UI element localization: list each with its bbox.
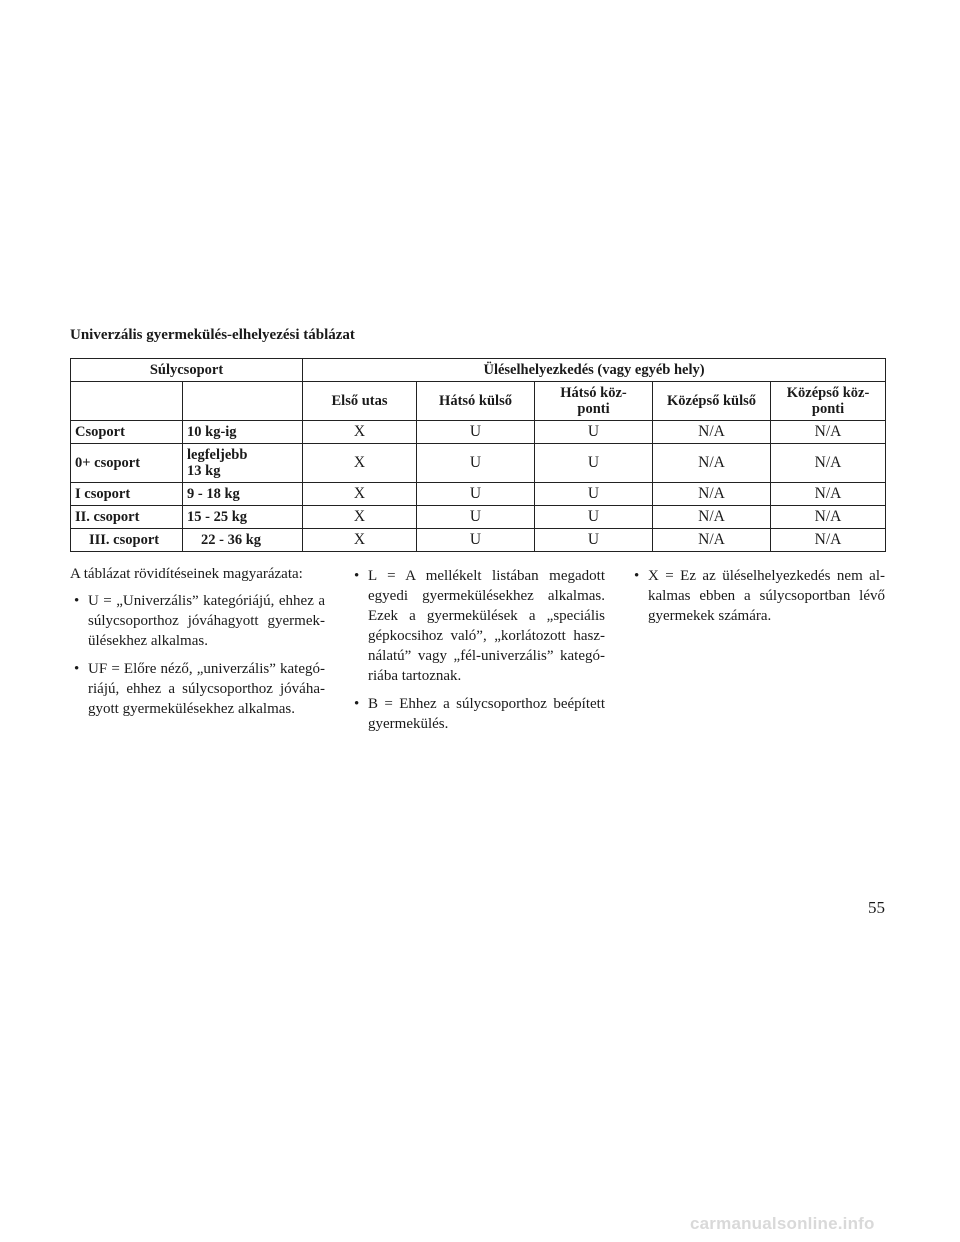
legend-text: L = A mellékelt listában megadott egyedi gyermekülésekhez alkalmas. Ezek a gyermekülések a „speciális gépkocsihoz való”, „korlátozott hasz-nálatú” vagy „fél-univerzális” kategó-riába tartoznak.: [368, 568, 605, 684]
table-row: [71, 444, 886, 483]
cell-value: N/A: [771, 421, 886, 444]
cell-value: N/A: [653, 506, 771, 529]
table-row: [71, 421, 886, 444]
row-group-label: I csoport: [71, 483, 183, 506]
legend-item: [350, 694, 605, 734]
row-group-label: II. csoport: [71, 506, 183, 529]
bullet-icon: •: [74, 661, 80, 677]
cell-value: U: [535, 529, 653, 552]
legend-item: [70, 659, 325, 719]
row-group-label: Csoport: [71, 421, 183, 444]
row-group-label: III. csoport: [71, 529, 183, 552]
table-row: [71, 506, 886, 529]
legend-item: [350, 566, 605, 686]
table-header-row: [71, 359, 886, 382]
cell-value: X: [303, 444, 417, 483]
cell-value: X: [303, 529, 417, 552]
row-weight-label: 15 - 25 kg: [183, 506, 303, 529]
legend-text: U = „Univerzális” kategóriájú, ehhez a súlycsoporthoz jóváhagyott gyermek-ülésekhez alkalmas.: [88, 593, 325, 649]
subheader-seat-1: Hátsó külső: [417, 382, 535, 421]
seating-table: [70, 358, 886, 552]
row-weight-label: 22 - 36 kg: [183, 529, 303, 552]
cell-value: N/A: [653, 444, 771, 483]
header-weight-group: Súlycsoport: [71, 359, 303, 382]
subheader-empty: [183, 382, 303, 421]
table-title: Univerzális gyermekülés-elhelyezési táblázat: [70, 327, 355, 343]
legend-column-3: [630, 566, 885, 634]
table-body: [71, 421, 886, 552]
row-weight-label: 9 - 18 kg: [183, 483, 303, 506]
cell-value: U: [535, 483, 653, 506]
legend-list: [70, 591, 325, 719]
cell-value: X: [303, 483, 417, 506]
row-weight-label: 10 kg-ig: [183, 421, 303, 444]
legend-column-1: [70, 564, 325, 727]
legend-item: [70, 591, 325, 651]
cell-value: U: [535, 506, 653, 529]
subheader-seat-0: Első utas: [303, 382, 417, 421]
legend-item: [630, 566, 885, 626]
bullet-icon: •: [74, 593, 80, 609]
cell-value: U: [417, 483, 535, 506]
cell-value: N/A: [653, 529, 771, 552]
page-number: 55: [868, 898, 885, 917]
legend-list: [350, 566, 605, 734]
subheader-seat-4: Középső köz- ponti: [771, 382, 886, 421]
bullet-icon: •: [354, 568, 360, 584]
bullet-icon: •: [634, 568, 640, 584]
subheader-seat-2: Hátsó köz- ponti: [535, 382, 653, 421]
legend-text: UF = Előre néző, „univerzális” kategó-riájú, ehhez a súlycsoporthoz jóváha-gyott gyermekülésekhez alkalmas.: [88, 661, 325, 717]
cell-value: U: [417, 421, 535, 444]
table-row: [71, 483, 886, 506]
subheader-empty: [71, 382, 183, 421]
header-seating-position: Üléselhelyezkedés (vagy egyéb hely): [303, 359, 886, 382]
cell-value: N/A: [653, 421, 771, 444]
bullet-icon: •: [354, 696, 360, 712]
cell-value: U: [535, 444, 653, 483]
legend-text: B = Ehhez a súlycsoporthoz beépített gyermekülés.: [368, 696, 605, 732]
cell-value: N/A: [771, 506, 886, 529]
cell-value: N/A: [771, 529, 886, 552]
cell-value: N/A: [771, 444, 886, 483]
cell-value: U: [417, 529, 535, 552]
cell-value: N/A: [771, 483, 886, 506]
legend-column-2: [350, 566, 605, 742]
table-subheader-row: [71, 382, 886, 421]
cell-value: X: [303, 421, 417, 444]
legend-list: [630, 566, 885, 626]
cell-value: X: [303, 506, 417, 529]
subheader-seat-3: Középső külső: [653, 382, 771, 421]
row-weight-label: legfeljebb 13 kg: [183, 444, 303, 483]
table-row: [71, 529, 886, 552]
cell-value: U: [535, 421, 653, 444]
legend-intro: A táblázat rövidítéseinek magyarázata:: [70, 566, 303, 582]
cell-value: N/A: [653, 483, 771, 506]
legend-text: X = Ez az üléselhelyezkedés nem al-kalmas ebben a súlycsoportban lévő gyermekek számára.: [648, 568, 885, 624]
row-group-label: 0+ csoport: [71, 444, 183, 483]
cell-value: U: [417, 506, 535, 529]
cell-value: U: [417, 444, 535, 483]
watermark: carmanualsonline.info: [690, 1214, 875, 1233]
